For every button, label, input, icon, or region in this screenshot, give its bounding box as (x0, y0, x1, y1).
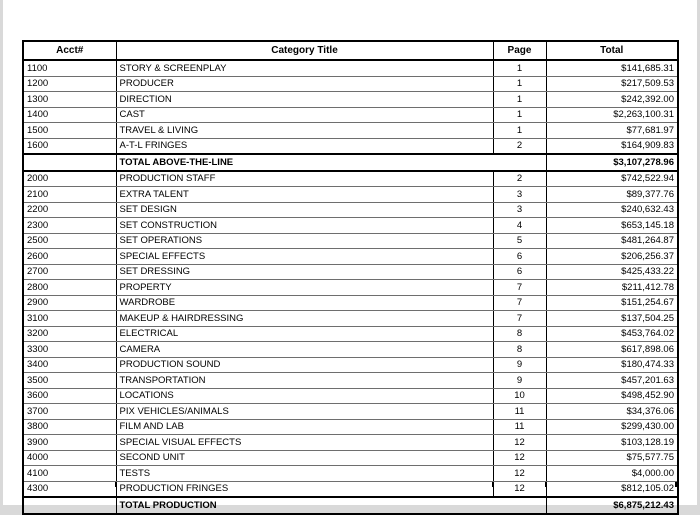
category-cell: MAKEUP & HAIRDRESSING (116, 311, 493, 327)
total-cell: $180,474.33 (546, 357, 678, 373)
acct-cell: 2000 (23, 171, 116, 187)
total-cell: $242,392.00 (546, 92, 678, 108)
page-cell: 5 (493, 233, 546, 249)
category-cell: SPECIAL VISUAL EFFECTS (116, 435, 493, 451)
table-row (23, 466, 678, 482)
acct-cell: 2300 (23, 218, 116, 234)
page-cell: 3 (493, 187, 546, 203)
total-label-cell: TOTAL PRODUCTION (116, 497, 546, 514)
total-cell: $217,509.53 (546, 76, 678, 92)
acct-cell: 3800 (23, 419, 116, 435)
page-cell: 6 (493, 249, 546, 265)
table-row (23, 171, 678, 187)
page-cell: 2 (493, 171, 546, 187)
acct-cell: 1100 (23, 60, 116, 76)
total-cell: $453,764.02 (546, 326, 678, 342)
page-cell: 3 (493, 202, 546, 218)
table-row (23, 419, 678, 435)
category-cell: TRANSPORTATION (116, 373, 493, 389)
page-cell: 8 (493, 326, 546, 342)
acct-cell: 3900 (23, 435, 116, 451)
table-row (23, 264, 678, 280)
total-cell: $653,145.18 (546, 218, 678, 234)
table-row (23, 187, 678, 203)
section-total-row (23, 154, 678, 171)
acct-cell: 3400 (23, 357, 116, 373)
total-cell: $206,256.37 (546, 249, 678, 265)
page-cell: 9 (493, 357, 546, 373)
category-cell: SECOND UNIT (116, 450, 493, 466)
page-cell: 1 (493, 60, 546, 76)
table-row (23, 481, 678, 497)
acct-cell: 3100 (23, 311, 116, 327)
table-row (23, 123, 678, 139)
category-cell: PIX VEHICLES/ANIMALS (116, 404, 493, 420)
category-cell: STORY & SCREENPLAY (116, 60, 493, 76)
acct-cell: 1500 (23, 123, 116, 139)
total-cell: $75,577.75 (546, 450, 678, 466)
budget-table-body (23, 60, 678, 514)
budget-table (22, 40, 679, 515)
acct-cell: 4000 (23, 450, 116, 466)
acct-cell: 2600 (23, 249, 116, 265)
header-page: Page (493, 41, 546, 60)
category-cell: PROPERTY (116, 280, 493, 296)
acct-cell: 1200 (23, 76, 116, 92)
acct-cell: 3700 (23, 404, 116, 420)
total-cell: $617,898.06 (546, 342, 678, 358)
category-cell: CAMERA (116, 342, 493, 358)
page-cell: 12 (493, 450, 546, 466)
total-value-cell: $3,107,278.96 (546, 154, 678, 171)
category-cell: PRODUCTION FRINGES (116, 481, 493, 497)
page-cell: 9 (493, 373, 546, 389)
page-cell: 7 (493, 311, 546, 327)
category-cell: DIRECTION (116, 92, 493, 108)
page-cell: 7 (493, 295, 546, 311)
acct-cell: 4300 (23, 481, 116, 497)
category-cell: ELECTRICAL (116, 326, 493, 342)
total-cell: $164,909.83 (546, 138, 678, 154)
total-cell: $425,433.22 (546, 264, 678, 280)
acct-cell: 2500 (23, 233, 116, 249)
page-cell: 2 (493, 138, 546, 154)
table-row (23, 218, 678, 234)
page-cell: 1 (493, 107, 546, 123)
acct-cell: 2900 (23, 295, 116, 311)
category-cell: SET CONSTRUCTION (116, 218, 493, 234)
table-row (23, 435, 678, 451)
table-row (23, 138, 678, 154)
category-cell: WARDROBE (116, 295, 493, 311)
category-cell: TRAVEL & LIVING (116, 123, 493, 139)
table-row (23, 404, 678, 420)
table-row (23, 357, 678, 373)
category-cell: TESTS (116, 466, 493, 482)
table-row (23, 450, 678, 466)
category-cell: SET DESIGN (116, 202, 493, 218)
acct-cell: 4100 (23, 466, 116, 482)
total-cell: $103,128.19 (546, 435, 678, 451)
total-cell: $89,377.76 (546, 187, 678, 203)
table-row (23, 326, 678, 342)
total-cell: $498,452.90 (546, 388, 678, 404)
acct-cell: 2700 (23, 264, 116, 280)
total-label-cell: TOTAL ABOVE-THE-LINE (116, 154, 546, 171)
page-cell: 1 (493, 92, 546, 108)
total-cell: $240,632.43 (546, 202, 678, 218)
table-row (23, 60, 678, 76)
acct-cell: 1600 (23, 138, 116, 154)
category-cell: FILM AND LAB (116, 419, 493, 435)
acct-cell: 2200 (23, 202, 116, 218)
category-cell: CAST (116, 107, 493, 123)
page-cell: 4 (493, 218, 546, 234)
next-row-stub-line (115, 482, 116, 487)
category-cell: PRODUCTION SOUND (116, 357, 493, 373)
category-cell: SET OPERATIONS (116, 233, 493, 249)
acct-cell: 1300 (23, 92, 116, 108)
table-row (23, 233, 678, 249)
total-cell: $137,504.25 (546, 311, 678, 327)
total-cell: $77,681.97 (546, 123, 678, 139)
table-row (23, 280, 678, 296)
total-cell: $151,254.67 (546, 295, 678, 311)
page-cell: 11 (493, 419, 546, 435)
table-row (23, 92, 678, 108)
acct-cell: 1400 (23, 107, 116, 123)
acct-cell: 3600 (23, 388, 116, 404)
page-cell: 1 (493, 123, 546, 139)
total-cell: $812,105.02 (546, 481, 678, 497)
next-row-stub-line (22, 482, 24, 487)
page-cell: 12 (493, 435, 546, 451)
category-cell: PRODUCER (116, 76, 493, 92)
page-cell: 11 (493, 404, 546, 420)
table-row (23, 76, 678, 92)
total-cell: $141,685.31 (546, 60, 678, 76)
category-cell: SET DRESSING (116, 264, 493, 280)
acct-cell: 3200 (23, 326, 116, 342)
acct-cell: 3300 (23, 342, 116, 358)
acct-cell-empty (23, 154, 116, 171)
header-row (23, 41, 678, 60)
total-cell: $211,412.78 (546, 280, 678, 296)
total-cell: $457,201.63 (546, 373, 678, 389)
table-row (23, 107, 678, 123)
category-cell: PRODUCTION STAFF (116, 171, 493, 187)
table-row (23, 373, 678, 389)
header-title: Category Title (116, 41, 493, 60)
page-cell: 7 (493, 280, 546, 296)
total-cell: $481,264.87 (546, 233, 678, 249)
page-cell: 6 (493, 264, 546, 280)
table-row (23, 202, 678, 218)
category-cell: SPECIAL EFFECTS (116, 249, 493, 265)
table-row (23, 311, 678, 327)
page-cell: 12 (493, 481, 546, 497)
page-cell: 8 (493, 342, 546, 358)
total-cell: $299,430.00 (546, 419, 678, 435)
total-cell: $4,000.00 (546, 466, 678, 482)
table-row (23, 342, 678, 358)
next-row-stub-line (545, 482, 546, 487)
category-cell: A-T-L FRINGES (116, 138, 493, 154)
total-cell: $2,263,100.31 (546, 107, 678, 123)
table-row (23, 295, 678, 311)
page-cell: 10 (493, 388, 546, 404)
acct-cell-empty (23, 497, 116, 514)
table-row (23, 388, 678, 404)
page-cell: 12 (493, 466, 546, 482)
total-value-cell: $6,875,212.43 (546, 497, 678, 514)
acct-cell: 2100 (23, 187, 116, 203)
total-cell: $742,522.94 (546, 171, 678, 187)
header-acct: Acct# (23, 41, 116, 60)
category-cell: EXTRA TALENT (116, 187, 493, 203)
category-cell: LOCATIONS (116, 388, 493, 404)
page-cell: 1 (493, 76, 546, 92)
budget-page (3, 0, 697, 511)
total-cell: $34,376.06 (546, 404, 678, 420)
acct-cell: 3500 (23, 373, 116, 389)
section-total-row (23, 497, 678, 514)
acct-cell: 2800 (23, 280, 116, 296)
next-row-stub-line (675, 482, 677, 487)
header-total: Total (546, 41, 678, 60)
next-row-stub-line (492, 482, 493, 487)
table-row (23, 249, 678, 265)
